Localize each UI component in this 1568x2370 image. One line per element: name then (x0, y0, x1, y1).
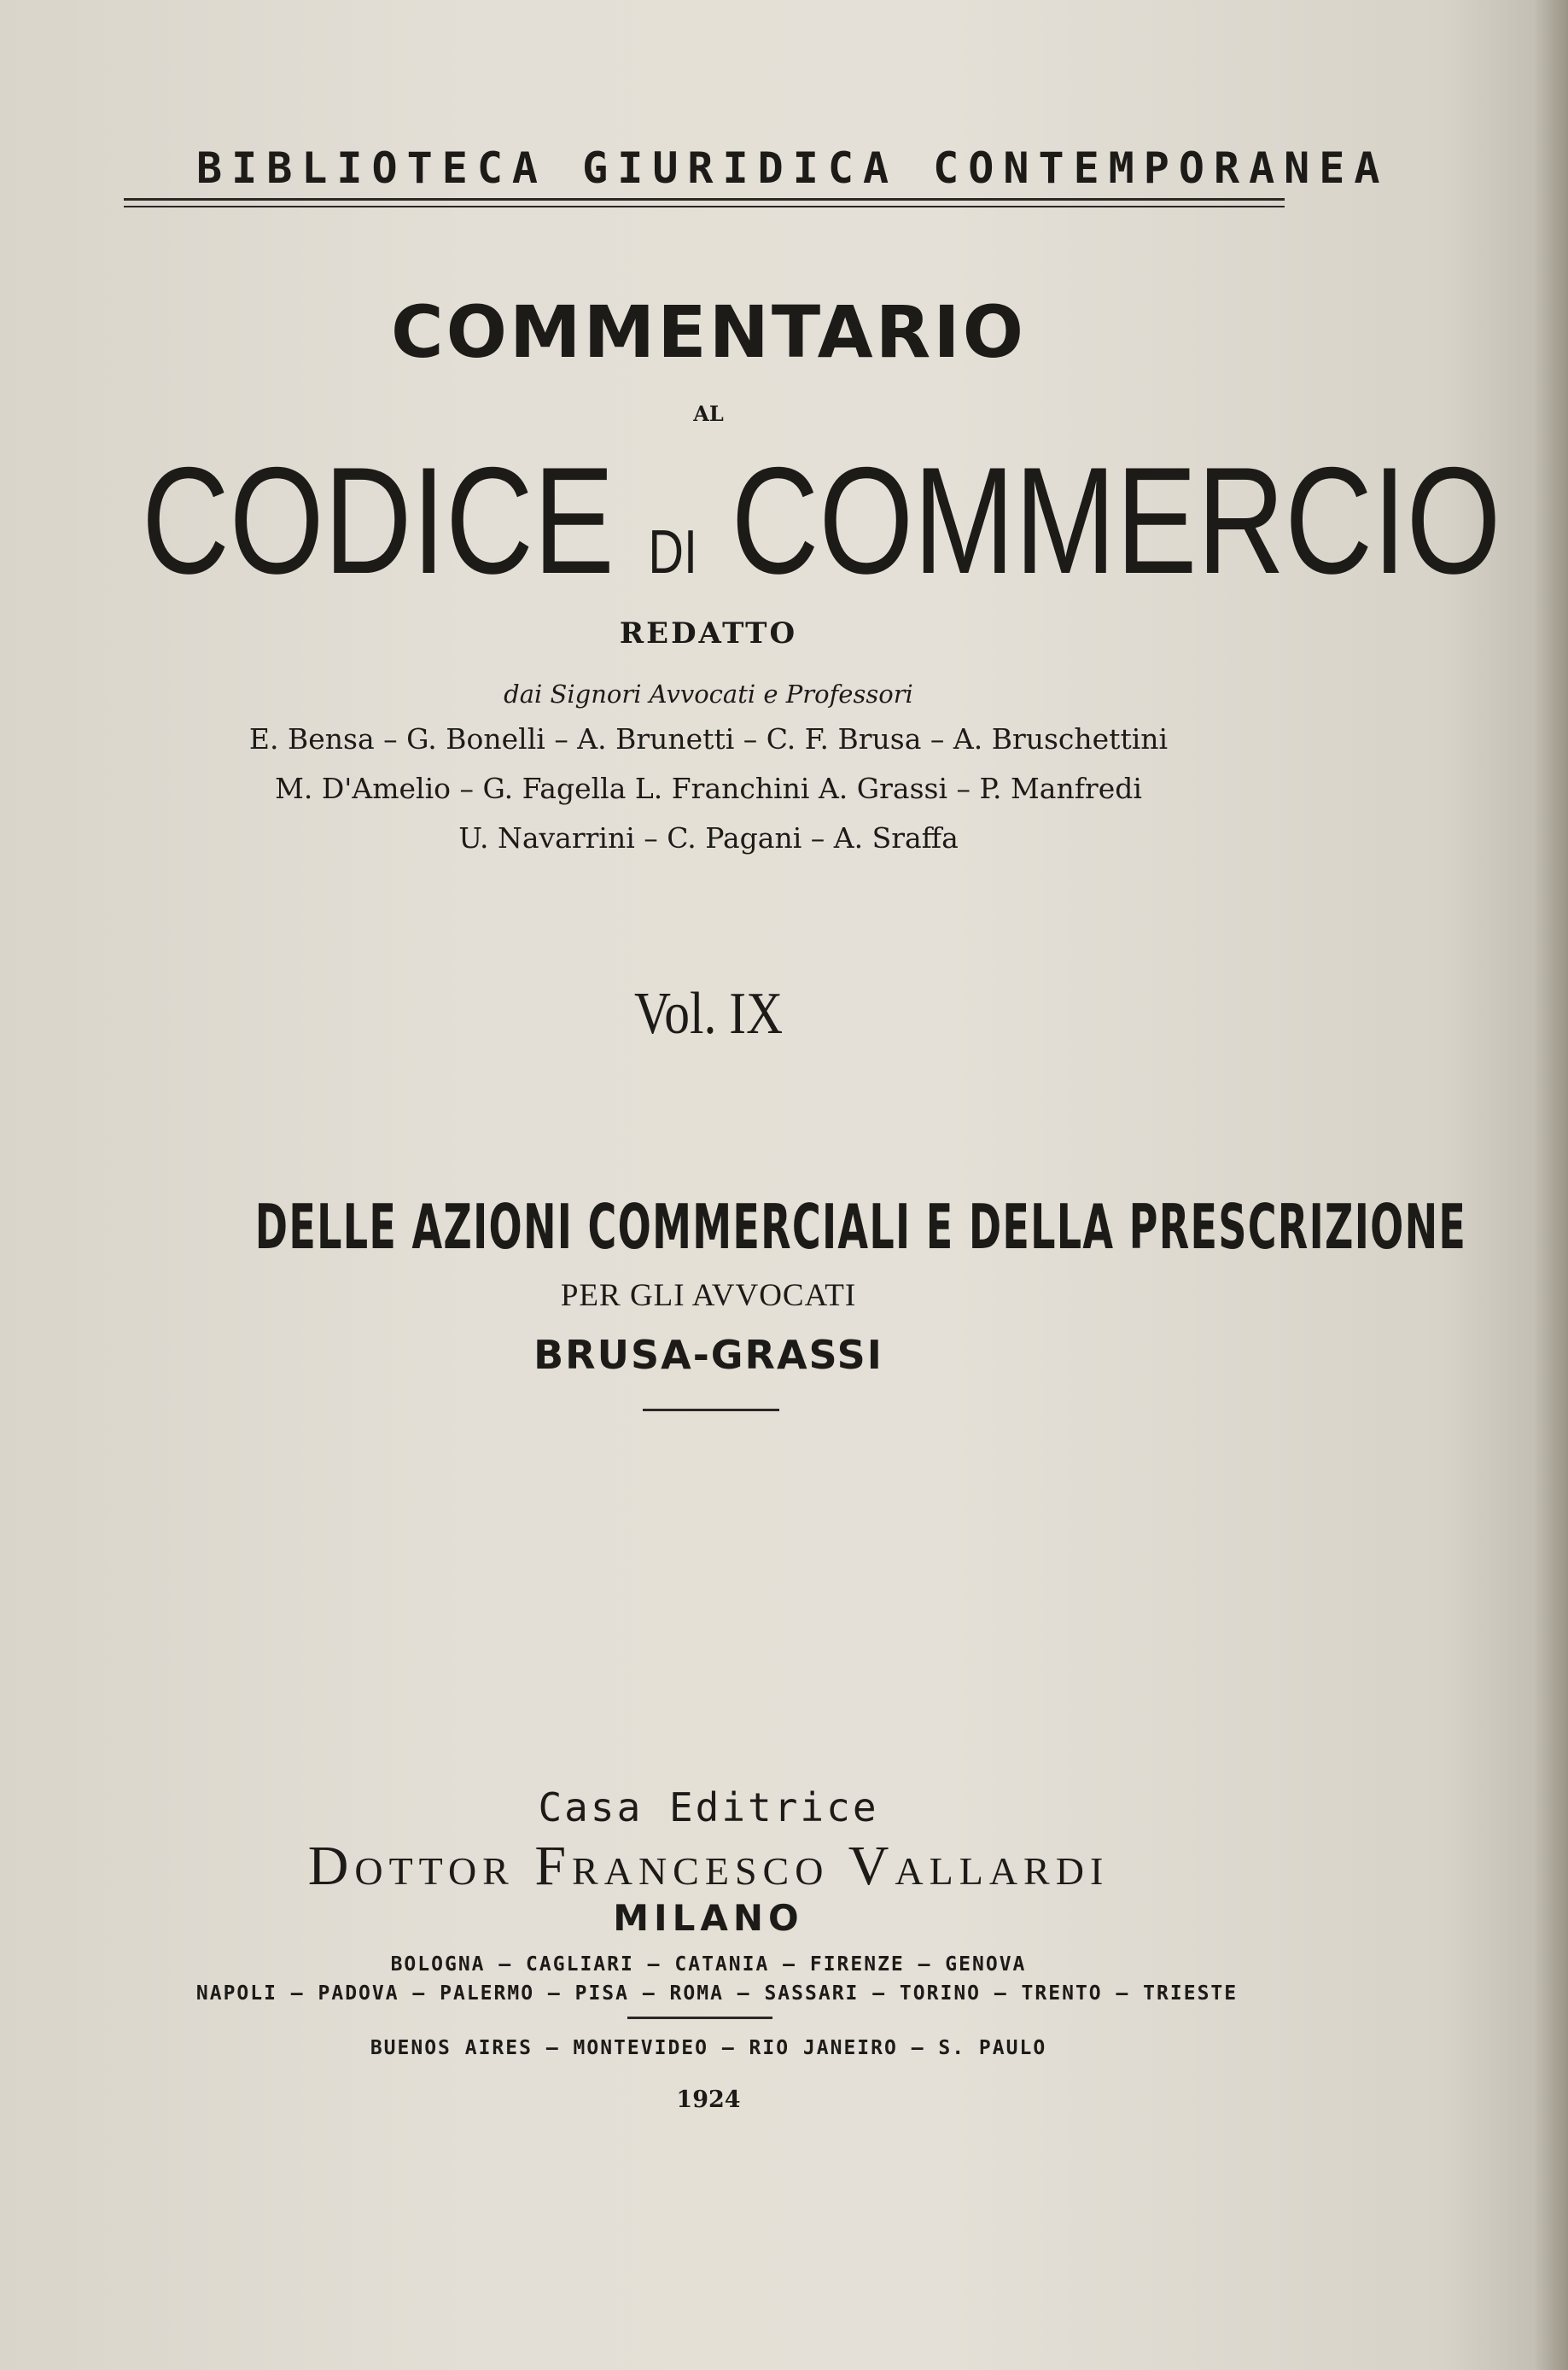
section-divider (643, 1409, 779, 1411)
volume-number: Vol. IX (633, 981, 784, 1047)
contributors-line-2: M. D'Amelio – G. Fagella L. Franchini A. Grassi – P. Manfredi (275, 772, 1142, 805)
imprint-year: 1924 (676, 2087, 741, 2113)
contributors-intro: dai Signori Avvocati e Professori (504, 680, 913, 709)
section-per: PER GLI AVVOCATI (560, 1278, 857, 1313)
main-title-part-a: CODICE (142, 435, 615, 605)
series-title: BIBLIOTECA GIURIDICA CONTEMPORANEA (196, 143, 1390, 193)
imprint-casa: Casa Editrice (538, 1784, 879, 1830)
imprint-city: MILANO (613, 1897, 804, 1939)
series-rule-bottom (124, 206, 1285, 207)
series-rule-top (124, 198, 1285, 201)
main-title-part-b: COMMERCIO (731, 435, 1501, 605)
contributors-line-1: E. Bensa – G. Bonelli – A. Brunetti – C. F. Brusa – A. Bruschettini (248, 722, 1169, 756)
title-line-1: COMMENTARIO (390, 290, 1027, 374)
contributors-line-3: U. Navarrini – C. Pagani – A. Sraffa (458, 821, 959, 855)
title-connector: AL (693, 401, 724, 426)
main-title-di: DI (648, 518, 697, 587)
page-edge-shadow (1534, 0, 1568, 2370)
section-heading: DELLE AZIONI COMMERCIALI E DELLA PRESCRIZIONE (254, 1191, 1467, 1263)
section-authors: BRUSA-GRASSI (533, 1332, 883, 1378)
main-title (142, 435, 1501, 629)
imprint-divider (627, 2017, 772, 2019)
redatto-label: REDATTO (619, 616, 798, 651)
imprint-publisher: Dottor Francesco Vallardi (307, 1835, 1110, 1897)
imprint-cities-1: BOLOGNA – CAGLIARI – CATANIA – FIRENZE – GENOVA (390, 1953, 1027, 1976)
imprint-cities-2: NAPOLI – PADOVA – PALERMO – PISA – ROMA – SASSARI – TORINO – TRENTO – TRIESTE (195, 1982, 1239, 2005)
imprint-cities-3: BUENOS AIRES – MONTEVIDEO – RIO JANEIRO – S. PAULO (370, 2037, 1047, 2059)
